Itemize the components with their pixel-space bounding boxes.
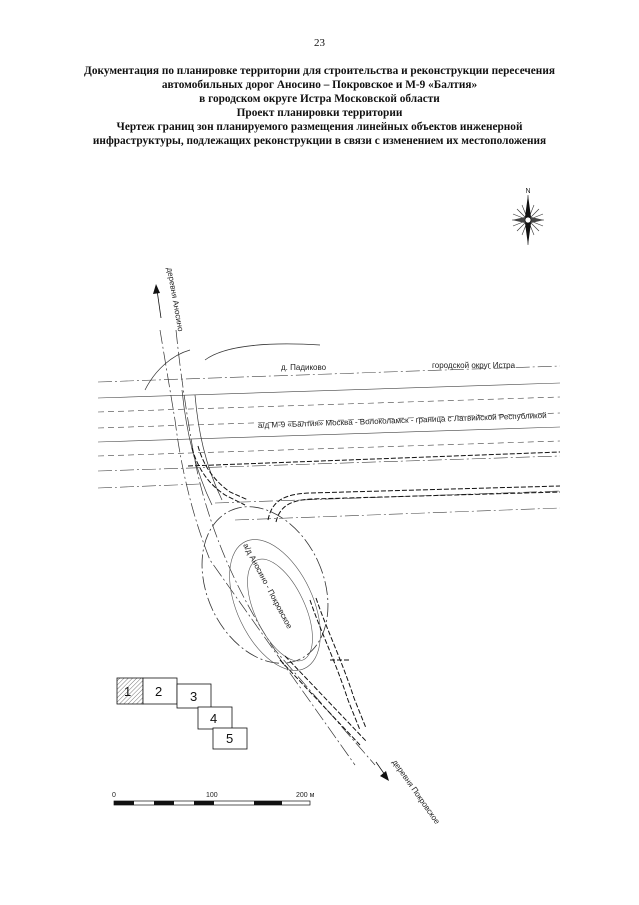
title-line: в городском округе Истра Московской области <box>199 93 440 105</box>
title-line: Документация по планировке территории для строительства и реконструкции пересечения <box>84 65 555 77</box>
sheet-index <box>117 678 247 749</box>
label-road-anosino-pokrovskoe: а/д Аносино - Покровское <box>241 541 295 631</box>
label-istra-district: городской округ Истра <box>432 361 516 370</box>
scale-tick-label: 0 <box>112 792 116 799</box>
compass-north-label: N <box>525 188 531 195</box>
compass-rose-icon <box>512 188 544 245</box>
label-village-pokrovskoe: деревня Покровское <box>390 757 442 826</box>
title-line: автомобильных дорог Аносино – Покровское и М-9 «Балтия» <box>161 79 478 91</box>
page-number: 23 <box>314 37 325 49</box>
title-line: Проект планировки территории <box>236 107 403 119</box>
arrow-south-icon <box>376 762 389 781</box>
sheet-number: 1 <box>124 684 132 699</box>
scale-bar <box>112 792 315 805</box>
sheet-number: 3 <box>190 689 198 704</box>
scale-tick-label: 200 м <box>296 792 315 799</box>
scale-tick-label: 100 <box>206 792 218 799</box>
sheet-number: 5 <box>226 731 234 746</box>
label-village-anosino: деревня Аносино <box>165 266 186 333</box>
label-padikovo: д. Падиково <box>281 363 327 372</box>
title-line: инфраструктуры, подлежащих реконструкции в связи с изменением их местоположения <box>92 135 547 147</box>
sheet-number: 4 <box>210 711 218 726</box>
sheet-number: 2 <box>155 684 163 699</box>
utility-line-highway <box>188 452 560 522</box>
label-highway-m9: а/д М-9 «Балтия» Москва - Волоколамск - граница с Латвийской Республикой <box>257 410 547 430</box>
arrow-north-icon <box>153 284 161 318</box>
title-line: Чертеж границ зон планируемого размещения линейных объектов инженерной <box>116 121 523 133</box>
highway-m9 <box>98 366 560 520</box>
